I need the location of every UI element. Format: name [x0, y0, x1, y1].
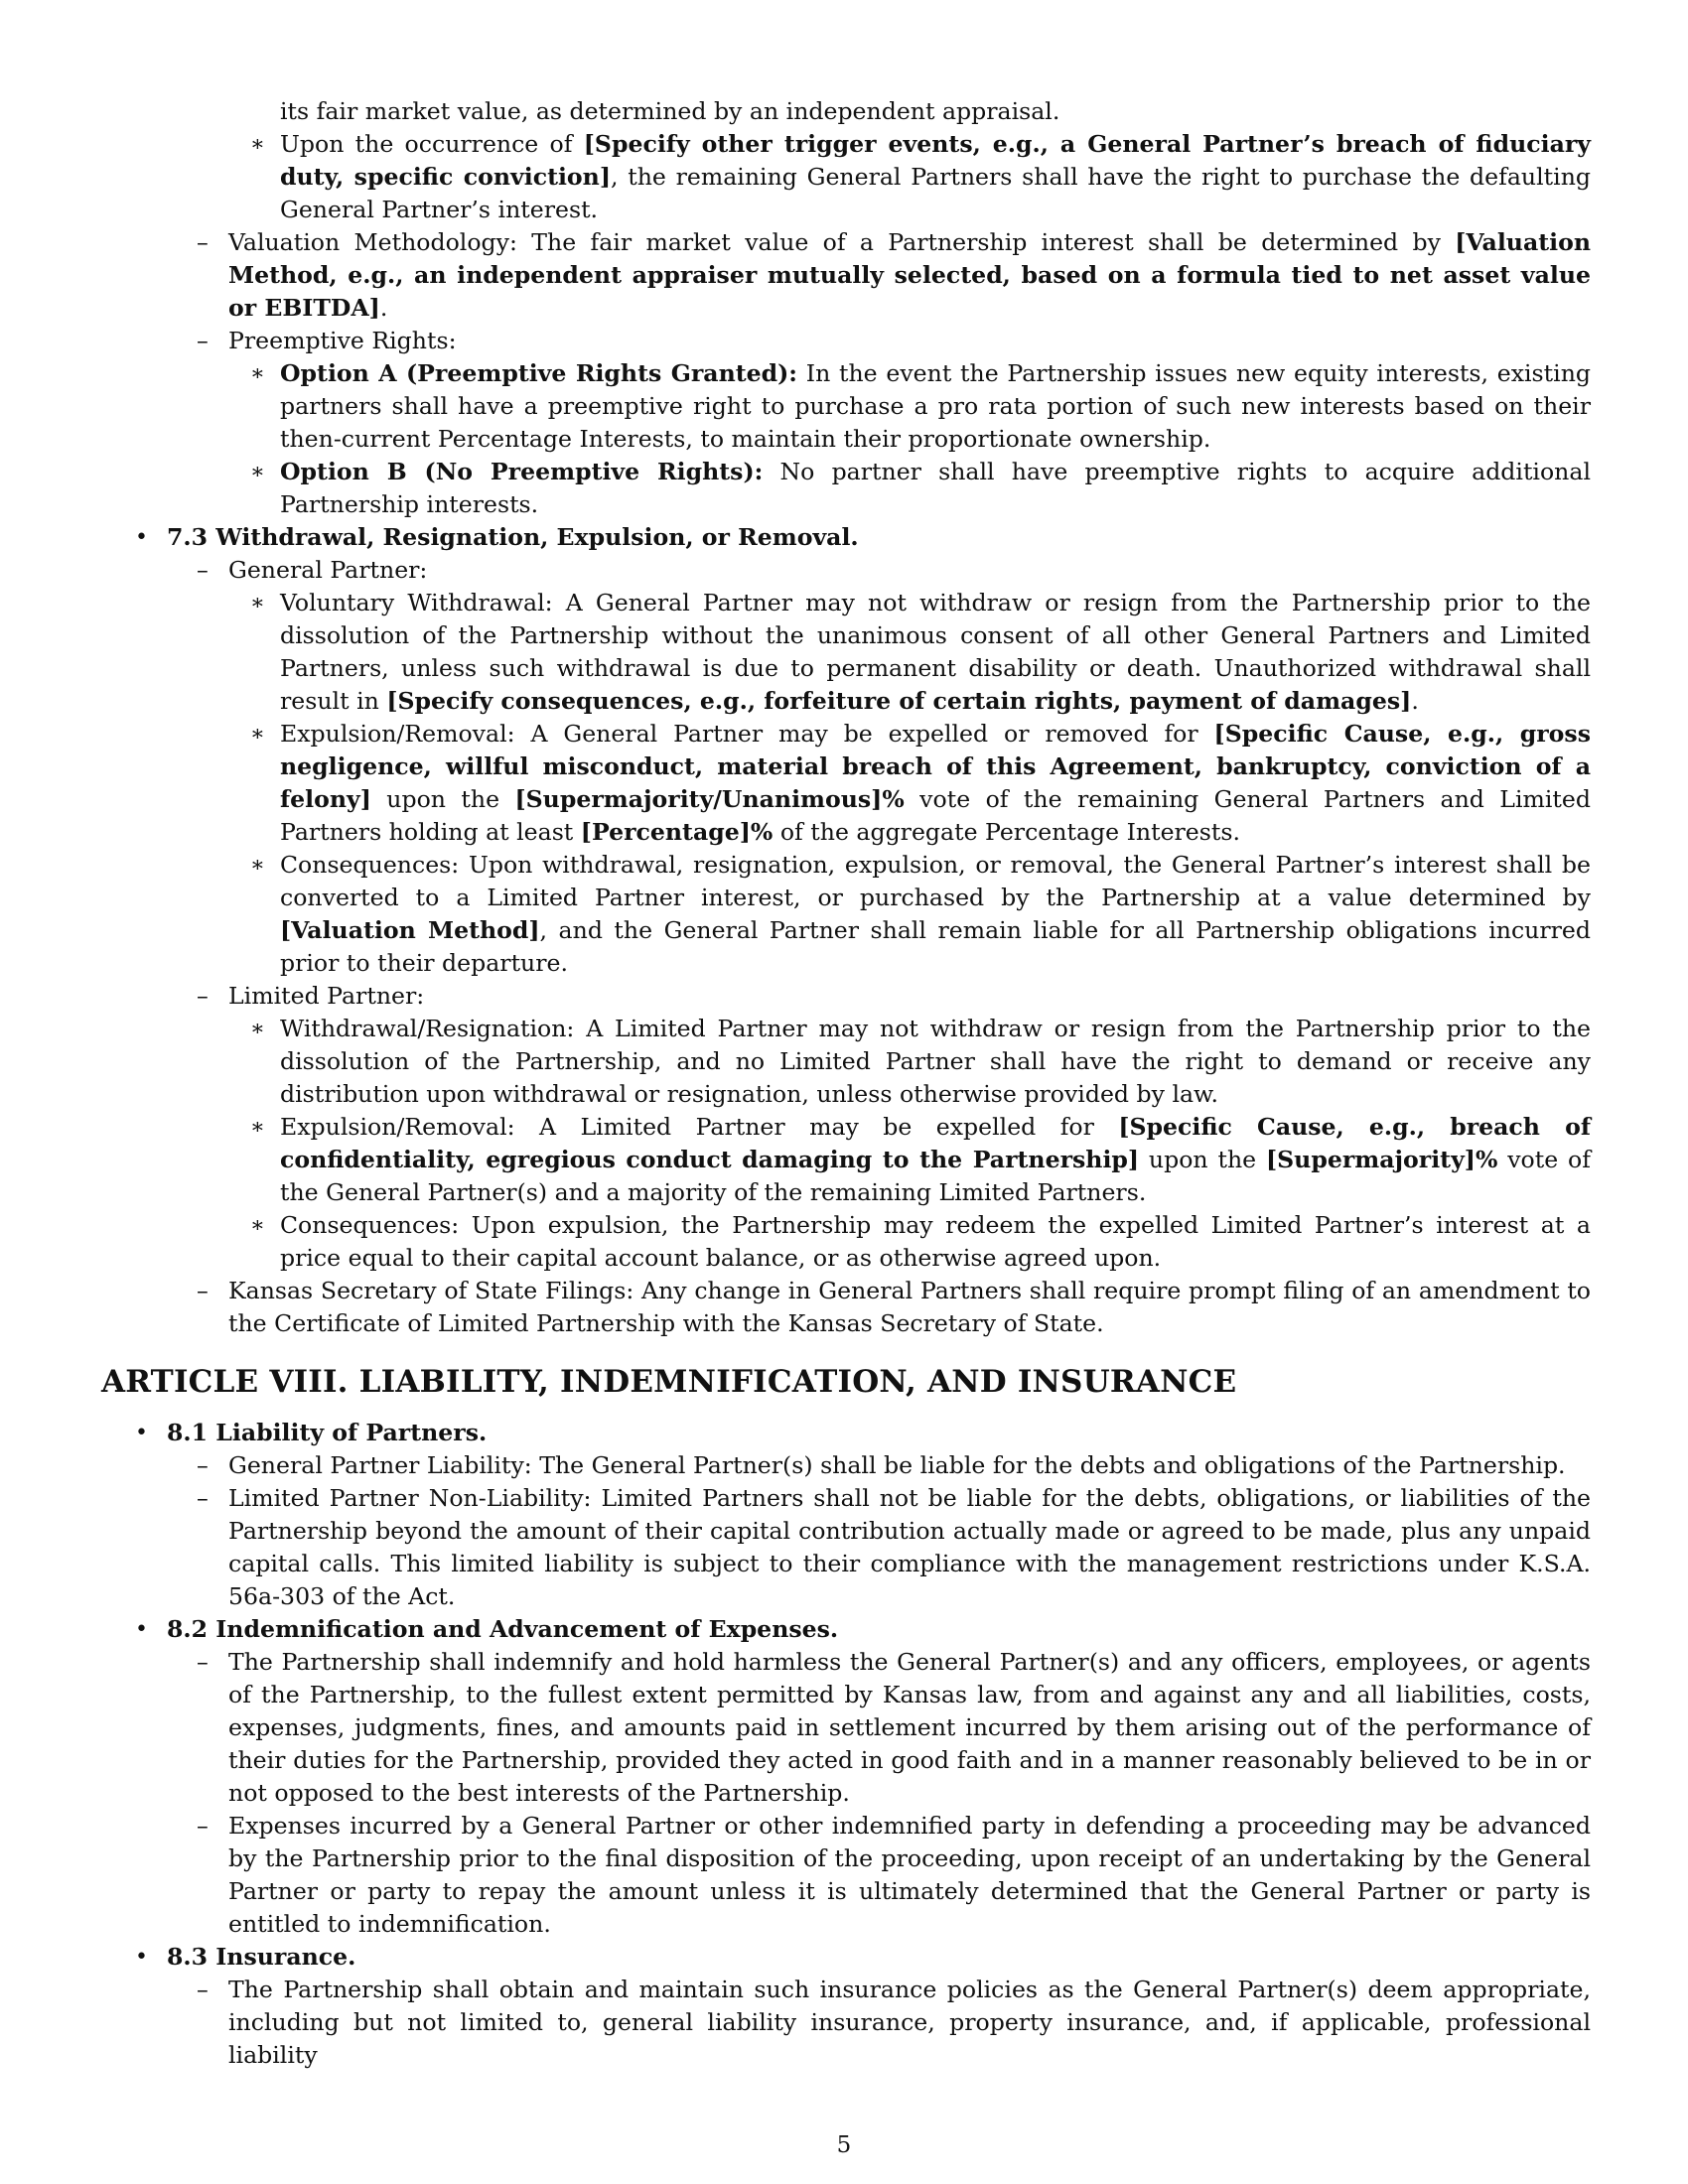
list-item-limited-partner: – Limited Partner: [101, 980, 1591, 1013]
list-item-other-trigger-events: ∗ Upon the occurrence of [Specify other trigger events, e.g., a General Partner’s breach of fiduciary duty, specific conviction], the remaining General Partners shall have the right to purchase the defaulting General Partner’s interest. [250, 130, 1591, 223]
list-item-lp-withdrawal-resignation: ∗ Withdrawal/Resignation: A Limited Partner may not withdraw or resign from the Partnership prior to the dissolution of the Partnership, and no Limited Partner shall have the right to demand or receive any distribution upon withdrawal or resignation, unless otherwise provided by law. [250, 1015, 1591, 1108]
asterisk-bullet-icon: ∗ [250, 1017, 265, 1041]
bullet-icon: • [135, 525, 148, 550]
paragraph-fair-market-value-continuation: its fair market value, as determined by an independent appraisal. [280, 97, 1060, 125]
list-item-lp-consequences: ∗ Consequences: Upon expulsion, the Partnership may redeem the expelled Limited Partner’s interest at a price equal to their capital account balance, or as otherwise agreed upon. [250, 1211, 1591, 1272]
list-item-valuation-methodology: – Valuation Methodology: The fair market value of a Partnership interest shall be determined by [Valuation Method, e.g., an independent appraiser mutually selected, based on a formula tied to net asset value or EBITDA]. [197, 228, 1591, 322]
section-heading-8-3: • 8.3 Insurance. [101, 1941, 1591, 1974]
document-body [101, 95, 1591, 2072]
list-item-general-partner: – General Partner: [101, 554, 1591, 587]
list-item-lp-non-liability: – Limited Partner Non-Liability: Limited Partners shall not be liable for the debts, obligations, or liabilities of the Partnership beyond the amount of their capital contribution actually made or agreed to be made, plus any unpaid capital calls. This limited liability is subject to their compliance with the management restrictions under K.S.A. 56a-303 of the Act. [197, 1484, 1591, 1610]
bullet-icon: • [135, 1945, 148, 1970]
asterisk-bullet-icon: ∗ [250, 722, 265, 747]
section-heading-7-3: • 7.3 Withdrawal, Resignation, Expulsion, or Removal. [101, 521, 1591, 554]
list-item-advancement-of-expenses: – Expenses incurred by a General Partner or other indemnified party in defending a proceeding may be advanced by the Partnership prior to the final disposition of the proceeding, upon receipt of an undertaking by the General Partner or party to repay the amount unless it is ultimately determined that the General Partner or party is entitled to indemnification. [197, 1812, 1591, 1938]
dash-bullet-icon: – [197, 1277, 209, 1304]
list-item-indemnification: – The Partnership shall indemnify and hold harmless the General Partner(s) and any officers, employees, or agents of the Partnership, to the fullest extent permitted by Kansas law, from and against any and all liabilities, costs, expenses, judgments, fines, and amounts paid in settlement incurred by them arising out of the performance of their duties for the Partnership, provided they acted in good faith and in a manner reasonably believed to be in or not opposed to the best interests of the Partnership. [197, 1648, 1591, 1807]
list-item-option-a: ∗ Option A (Preemptive Rights Granted): In the event the Partnership issues new equity interests, existing partners shall have a preemptive right to purchase a pro rata portion of such new interests based on their then-current Percentage Interests, to maintain their proportionate ownership. [250, 359, 1591, 453]
asterisk-bullet-icon: ∗ [250, 1115, 265, 1140]
dash-bullet-icon: – [197, 1976, 209, 2003]
dash-bullet-icon: – [197, 556, 209, 584]
list-item-lp-expulsion-removal: ∗ Expulsion/Removal: A Limited Partner may be expelled for [Specific Cause, e.g., breach of confidentiality, egregious conduct damaging to the Partnership] upon the [Supermajority]% vote of the General Partner(s) and a majority of the remaining Limited Partners. [250, 1113, 1591, 1206]
asterisk-bullet-icon: ∗ [250, 591, 265, 615]
section-heading-8-2: • 8.2 Indemnification and Advancement of Expenses. [101, 1613, 1591, 1646]
dash-bullet-icon: – [197, 1484, 209, 1512]
asterisk-bullet-icon: ∗ [250, 1213, 265, 1238]
list-item-insurance-policies: – The Partnership shall obtain and maintain such insurance policies as the General Partner(s) deem appropriate, including but not limited to, general liability insurance, property insurance, and, if applicable, professional liability [197, 1976, 1591, 2069]
bullet-icon: • [135, 1421, 148, 1445]
dash-bullet-icon: – [197, 228, 209, 256]
list-item-gp-consequences: ∗ Consequences: Upon withdrawal, resignation, expulsion, or removal, the General Partner’s interest shall be converted to a Limited Partner interest, or purchased by the Partnership at a value determined by [Valuation Method], and the General Partner shall remain liable for all Partnership obligations incurred prior to their departure. [250, 851, 1591, 977]
page-number: 5 [836, 2132, 852, 2158]
list-item-gp-expulsion-removal: ∗ Expulsion/Removal: A General Partner may be expelled or removed for [Specific Cause, e.g., gross negligence, willful misconduct, material breach of this Agreement, bankruptcy, conviction of a felony] upon the [Supermajority/Unanimous]% vote of the remaining General Partners and Limited Partners holding at least [Percentage]% of the aggregate Percentage Interests. [250, 720, 1591, 846]
section-heading-8-1: • 8.1 Liability of Partners. [101, 1417, 1591, 1449]
dash-bullet-icon: – [197, 982, 209, 1010]
list-item-gp-liability: – General Partner Liability: The General Partner(s) shall be liable for the debts and obligations of the Partnership. [101, 1449, 1591, 1482]
dash-bullet-icon: – [197, 1812, 209, 1840]
dash-bullet-icon: – [197, 327, 209, 354]
dash-bullet-icon: – [197, 1648, 209, 1676]
asterisk-bullet-icon: ∗ [250, 132, 265, 157]
asterisk-bullet-icon: ∗ [250, 460, 265, 484]
dash-bullet-icon: – [197, 1451, 209, 1479]
article-viii-heading: ARTICLE VIII. LIABILITY, INDEMNIFICATION, AND INSURANCE [101, 1364, 1237, 1400]
list-item-option-b: ∗ Option B (No Preemptive Rights): No partner shall have preemptive rights to acquire additional Partnership interests. [250, 458, 1591, 518]
asterisk-bullet-icon: ∗ [250, 853, 265, 878]
list-item-preemptive-rights: – Preemptive Rights: [101, 325, 1591, 357]
asterisk-bullet-icon: ∗ [250, 361, 265, 386]
list-item-voluntary-withdrawal: ∗ Voluntary Withdrawal: A General Partner may not withdraw or resign from the Partnership prior to the dissolution of the Partnership without the unanimous consent of all other General Partners and Limited Partners, unless such withdrawal is due to permanent disability or death. Unauthorized withdrawal shall result in [Specify consequences, e.g., forfeiture of certain rights, payment of damages]. [250, 589, 1591, 715]
list-item-kansas-filings: – Kansas Secretary of State Filings: Any change in General Partners shall require prompt filing of an amendment to the Certificate of Limited Partnership with the Kansas Secretary of State. [197, 1277, 1591, 1337]
bullet-icon: • [135, 1617, 148, 1642]
